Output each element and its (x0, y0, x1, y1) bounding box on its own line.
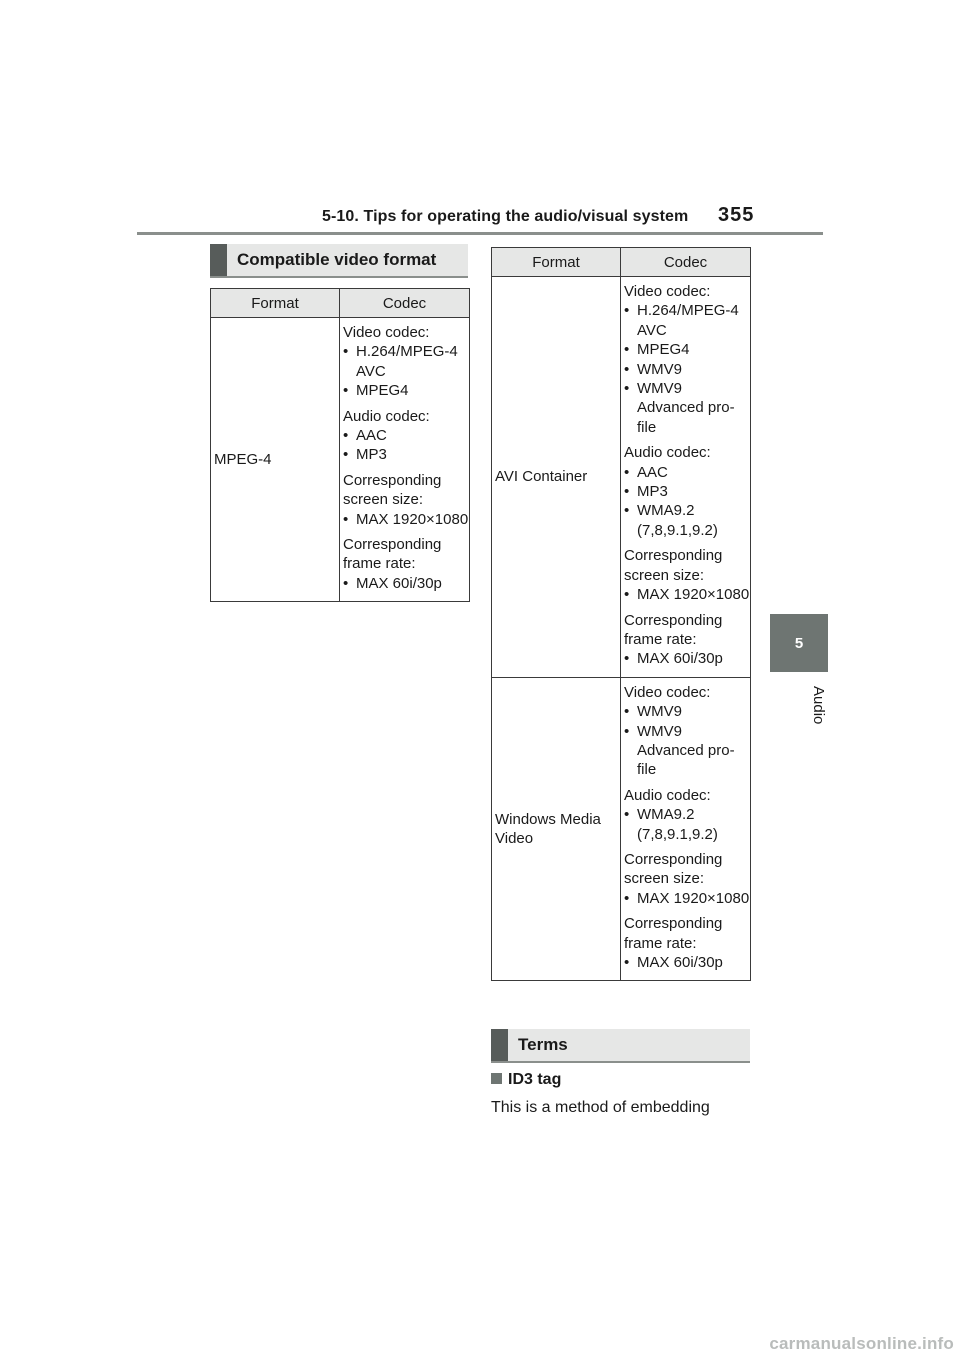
format-cell: MPEG-4 (211, 318, 340, 602)
codec-list (343, 342, 469, 400)
codec-group-title: Corresponding frame rate: (624, 915, 723, 952)
list-item: • MPEG4 (624, 340, 750, 359)
heading-text: Terms (518, 1035, 568, 1054)
table-header-row (211, 289, 470, 318)
codec-group-title: Corresponding screen size: (624, 850, 723, 888)
codec-list (624, 585, 750, 604)
list-item: • WMA9.2 (7,8,9.1,9.2) (624, 805, 750, 844)
list-item: • MP3 (624, 482, 750, 501)
left-format-table (210, 288, 470, 602)
column-header-codec: Codec (621, 248, 751, 277)
codec-group-title: Corresponding screen size: (343, 471, 442, 509)
codec-group-title: Video codec: (624, 683, 711, 701)
table-row (211, 318, 470, 602)
right-format-table (491, 247, 751, 981)
list-item: • AAC (343, 426, 469, 445)
section-title: 5-10. Tips for operating the audio/visual system (322, 208, 689, 225)
codec-group-title: Audio codec: (343, 407, 430, 425)
list-item: • MAX 60i/30p (343, 574, 469, 593)
list-item: • WMV9 (624, 702, 750, 721)
codec-list (624, 463, 750, 541)
list-item: • MAX 1920×1080 (343, 510, 469, 529)
codec-group (624, 914, 750, 972)
codec-group-title: Corresponding frame rate: (624, 611, 723, 648)
heading-bar-icon (210, 244, 227, 276)
codec-list (624, 953, 750, 972)
list-item: • MPEG4 (343, 381, 469, 400)
list-item: • WMV9 Advanced pro-file (624, 379, 750, 437)
codec-list (343, 426, 469, 465)
codec-group (624, 611, 750, 669)
header-divider (137, 232, 823, 235)
heading-bar-icon (491, 1029, 508, 1061)
codec-list (343, 510, 469, 529)
column-header-format: Format (211, 289, 340, 318)
codec-cell (340, 318, 470, 602)
table-header-row (492, 248, 751, 277)
column-header-codec: Codec (340, 289, 470, 318)
column-header-format: Format (492, 248, 621, 277)
format-cell: AVI Container (492, 277, 621, 678)
codec-list (624, 702, 750, 780)
list-item: • MAX 1920×1080 (624, 889, 750, 908)
codec-group (624, 546, 750, 604)
list-item: • H.264/MPEG-4 AVC (624, 301, 750, 340)
codec-group-title: Corresponding frame rate: (343, 536, 442, 573)
codec-list (624, 805, 750, 844)
codec-cell (621, 677, 751, 981)
codec-list (624, 649, 750, 668)
table-row (492, 277, 751, 678)
codec-list (624, 889, 750, 908)
list-item: • H.264/MPEG-4 AVC (343, 342, 469, 381)
codec-group-title: Audio codec: (624, 444, 711, 462)
list-item: • MAX 60i/30p (624, 953, 750, 972)
list-item: • MAX 60i/30p (624, 649, 750, 668)
list-item: • WMV9 (624, 360, 750, 379)
subheading-text: ID3 tag (508, 1071, 562, 1088)
codec-list (624, 301, 750, 437)
list-item: • MP3 (343, 445, 469, 464)
watermark: carmanualsonline.info (769, 1334, 954, 1353)
terms-heading (491, 1029, 750, 1063)
list-item: • AAC (624, 463, 750, 482)
id3-tag-subheading (491, 1071, 561, 1089)
list-item: • WMV9 Advanced pro-file (624, 722, 750, 780)
codec-group-title: Corresponding screen size: (624, 547, 723, 584)
codec-group (624, 282, 750, 437)
codec-group (343, 407, 469, 465)
codec-cell (621, 277, 751, 678)
list-item: • MAX 1920×1080 (624, 585, 750, 604)
codec-group-title: Video codec: (624, 283, 711, 300)
heading-text: Compatible video format (237, 250, 437, 269)
codec-group-title: Video codec: (343, 324, 430, 341)
body-paragraph: This is a method of embedding (491, 1099, 710, 1116)
codec-group (624, 443, 750, 540)
chapter-tab: 5 (770, 614, 828, 672)
codec-group (624, 786, 750, 844)
square-bullet-icon (491, 1073, 502, 1084)
format-cell: Windows Media Video (492, 677, 621, 981)
codec-group (624, 850, 750, 908)
chapter-label: Audio (810, 686, 827, 725)
list-item: • WMA9.2 (7,8,9.1,9.2) (624, 501, 750, 540)
table-row (492, 677, 751, 981)
compatible-video-format-heading (210, 244, 468, 278)
codec-group-title: Audio codec: (624, 786, 711, 804)
codec-group (343, 471, 469, 529)
codec-group (343, 535, 469, 593)
codec-group (343, 323, 469, 401)
codec-list (343, 574, 469, 593)
page-number: 355 (718, 204, 755, 226)
codec-group (624, 683, 750, 780)
